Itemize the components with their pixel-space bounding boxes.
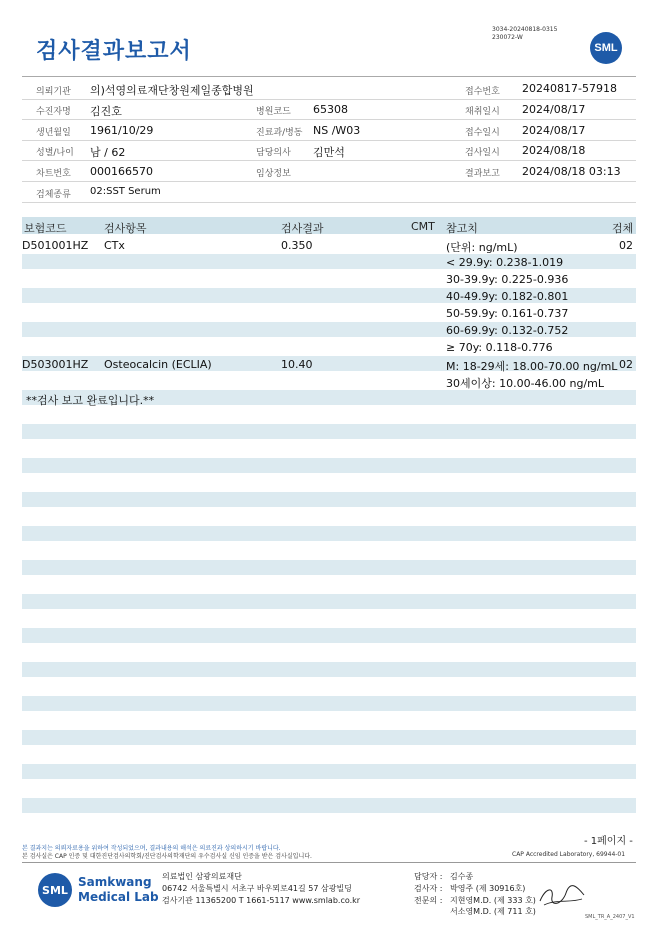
row-band: [22, 458, 636, 473]
row1-item: CTx: [104, 239, 125, 252]
specialist-label: 전문의 :: [414, 896, 443, 905]
tester-label: 검사자 :: [414, 884, 443, 893]
birth-value: 1961/10/29: [90, 124, 154, 137]
header-cmt: CMT: [411, 220, 435, 233]
row-band: [22, 662, 636, 677]
row-band: [22, 696, 636, 711]
test-date-label: 검사일시: [465, 148, 500, 158]
row-band: [22, 798, 636, 813]
cap-accreditation: CAP Accredited Laboratory, 69944-01: [512, 851, 626, 858]
specimen-label: 검체종류: [36, 190, 71, 200]
page-number: - 1페이지 -: [584, 836, 633, 847]
document-id-line1: 3034-20240818-0315: [492, 26, 558, 33]
doctor-value: 김만석: [313, 146, 345, 159]
row1-code: D501001HZ: [22, 239, 89, 252]
form-code: SML_TR_A_2407_V1: [585, 914, 635, 920]
clinical-label: 임상정보: [256, 169, 291, 179]
row2-specimen: 02: [619, 358, 633, 371]
row-band: [22, 628, 636, 643]
brand-name-line2: Medical Lab: [78, 890, 159, 904]
row-band: [22, 424, 636, 439]
document-id-line2: 230072-W: [492, 34, 523, 41]
patient-label: 수진자명: [36, 107, 71, 117]
header-ref: 참고치: [446, 222, 478, 235]
org-contact: 검사기관 11365200 T 1661-5117 www.smlab.co.kr: [162, 896, 361, 905]
doctor-label: 담당의사: [256, 148, 291, 158]
row1-specimen: 02: [619, 239, 633, 252]
row-band: [22, 526, 636, 541]
row1-ref: (단위: ng/mL): [446, 241, 518, 254]
institution-label: 의뢰기관: [36, 87, 71, 97]
org-address: 06742 서울특별시 서초구 바우뫼로41길 57 삼광빌딩: [162, 884, 352, 893]
document-id: [492, 26, 557, 42]
row-band: [22, 730, 636, 745]
specialist-value-1: 지현영M.D. (제 333 호): [450, 896, 536, 905]
row2-result: 10.40: [281, 358, 313, 371]
signature-image: [536, 881, 588, 911]
divider: [22, 119, 636, 120]
row2-ref: M: 18-29세: 18.00-70.00 ng/mL: [446, 360, 618, 373]
dept-label: 진료과/병동: [256, 128, 303, 138]
ref-line: 60-69.9y: 0.132-0.752: [446, 324, 569, 337]
header-code: 보험코드: [24, 222, 67, 235]
tester-value: 박영주 (제 30916호): [450, 884, 526, 893]
header-specimen: 검체: [612, 222, 634, 235]
footer-divider: [22, 862, 636, 863]
ref-line: 40-49.9y: 0.182-0.801: [446, 290, 569, 303]
sml-logo: SML: [590, 32, 622, 64]
sex-age-label: 성별/나이: [36, 148, 74, 158]
report-label: 결과보고: [465, 169, 500, 179]
ref-line: 30세이상: 10.00-46.00 ng/mL: [446, 377, 605, 390]
collect-date-value: 2024/08/17: [522, 103, 586, 116]
brand-name: [78, 875, 159, 905]
divider: [22, 140, 636, 141]
divider: [22, 160, 636, 161]
row1-result: 0.350: [281, 239, 313, 252]
test-date-value: 2024/08/18: [522, 144, 586, 157]
birth-label: 생년월일: [36, 128, 71, 138]
row-band: [22, 492, 636, 507]
row2-item: Osteocalcin (ECLIA): [104, 358, 212, 371]
row-band: [22, 594, 636, 609]
report-value: 2024/08/18 03:13: [522, 165, 621, 178]
org-name: 의료법인 삼광의료재단: [162, 872, 242, 881]
header-result: 검사결과: [281, 222, 324, 235]
hospital-code-value: 65308: [313, 103, 348, 116]
hospital-code-label: 병원코드: [256, 107, 291, 117]
charge-label: 담당자 :: [414, 872, 443, 881]
patient-value: 김진호: [90, 105, 122, 118]
chart-no-label: 차트번호: [36, 169, 71, 179]
ref-line: 50-59.9y: 0.161-0.737: [446, 307, 569, 320]
receipt-date-value: 2024/08/17: [522, 124, 586, 137]
completion-note: **검사 보고 완료입니다.**: [26, 394, 155, 407]
ref-line: < 29.9y: 0.238-1.019: [446, 256, 564, 269]
divider: [22, 76, 636, 77]
ref-line: ≥ 70y: 0.118-0.776: [446, 341, 553, 354]
row-band: [22, 560, 636, 575]
dept-value: NS /W03: [313, 124, 361, 137]
brand-name-line1: Samkwang: [78, 875, 152, 889]
divider: [22, 202, 636, 203]
institution-value: 의)석영의료재단창원제일종합병원: [90, 84, 254, 97]
row2-code: D503001HZ: [22, 358, 89, 371]
sex-age-value: 남 / 62: [90, 146, 126, 159]
receipt-date-label: 접수일시: [465, 128, 500, 138]
footer-note-1: 본 결과지는 의뢰자료용을 위하여 작성되었으며, 결과내용의 해석은 의료진과 상의하시기 바랍니다.: [22, 845, 281, 852]
sml-brand-logo: SML: [38, 873, 72, 907]
footer-note-2: 본 검사실은 CAP 인증 및 대한진단검사의학회/진단검사의학재단의 우수검사실 신임 인증을 받은 검사실입니다.: [22, 853, 312, 860]
ref-line: 30-39.9y: 0.225-0.936: [446, 273, 569, 286]
receipt-no-label: 접수번호: [465, 87, 500, 97]
chart-no-value: 000166570: [90, 165, 153, 178]
specimen-value: 02:SST Serum: [90, 186, 161, 197]
page-title: 검사결과보고서: [36, 39, 192, 64]
divider: [22, 99, 636, 100]
divider: [22, 181, 636, 182]
receipt-no-value: 20240817-57918: [522, 82, 617, 95]
specialist-value-2: 서소영M.D. (제 711 호): [450, 907, 536, 916]
header-item: 검사항목: [104, 222, 147, 235]
collect-date-label: 채취일시: [465, 107, 500, 117]
charge-value: 김수종: [450, 872, 474, 881]
row-band: [22, 764, 636, 779]
